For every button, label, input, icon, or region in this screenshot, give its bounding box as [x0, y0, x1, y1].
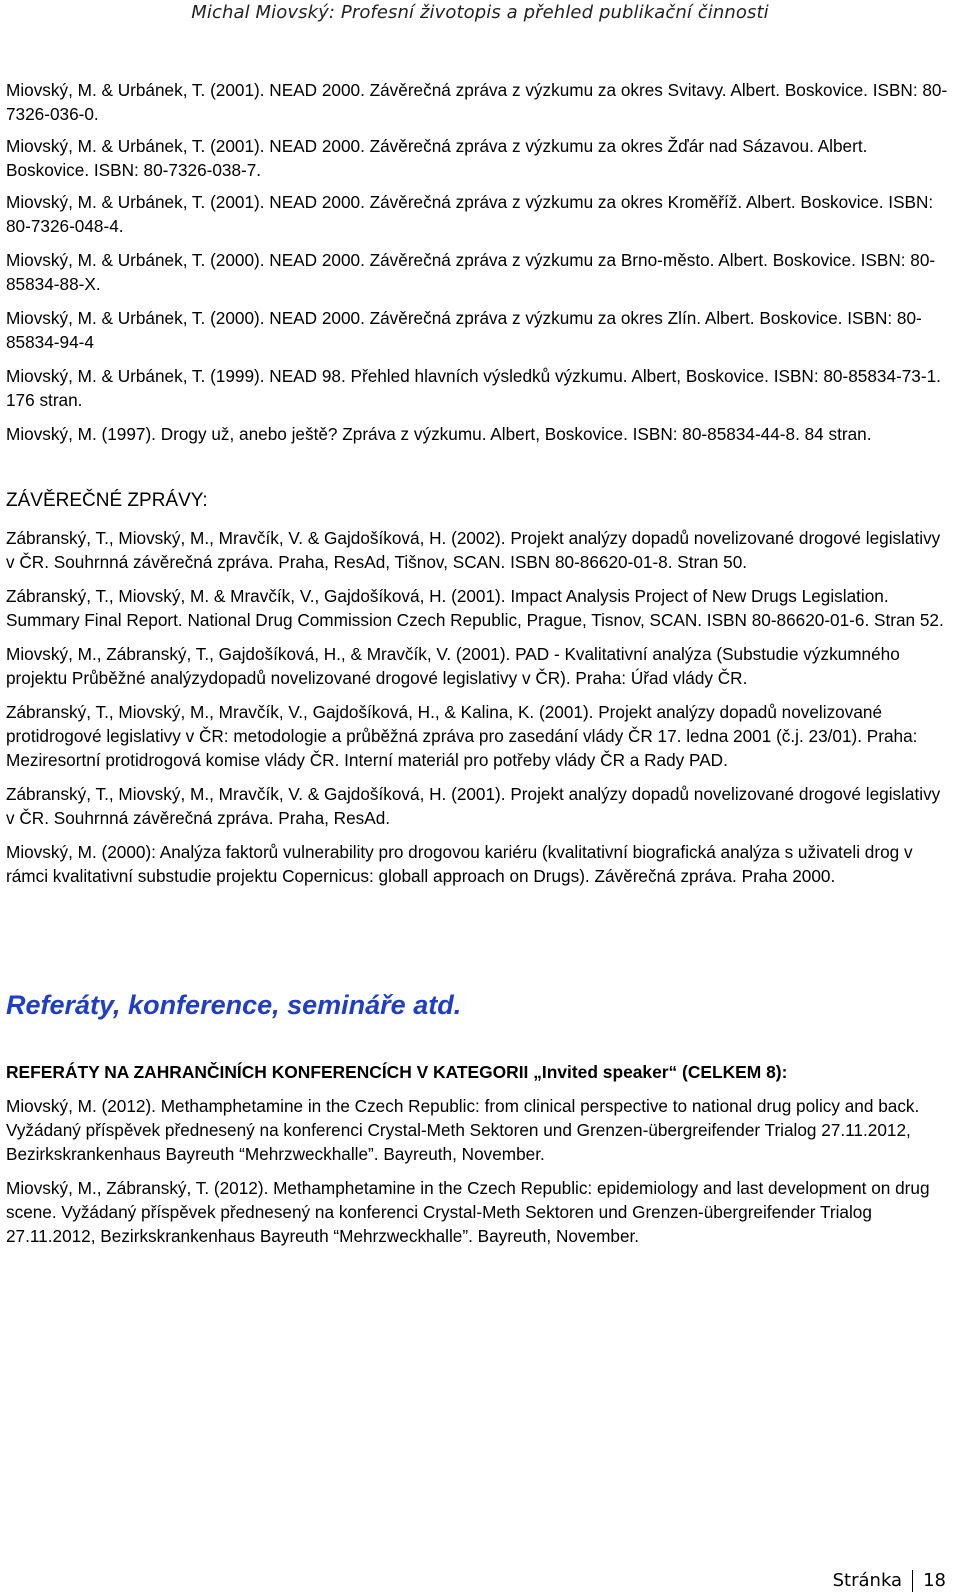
- header-title: Michal Miovský: Profesní životopis a přehled publikační činnosti: [191, 2, 769, 23]
- publication-list-top: [6, 78, 950, 446]
- list-item: Zábranský, T., Miovský, M. & Mravčík, V., Gajdošíková, H. (2001). Impact Analysis Project of New Drugs Legislation. Summary Final Report. National Drug Commission Czech Republic, Prague, Tisnov, SCAN. ISBN 80-86620-01-6. Stran 52.: [6, 586, 944, 630]
- lectures-list: [6, 1094, 950, 1248]
- section-title-final-reports: ZÁVĚREČNÉ ZPRÁVY:: [6, 490, 208, 511]
- list-item: Miovský, M. & Urbánek, T. (2001). NEAD 2000. Závěrečná zpráva z výzkumu za okres Kroměříž. Albert. Boskovice. ISBN: 80-7326-048-4.: [6, 192, 934, 236]
- page-number: 18: [923, 1570, 946, 1591]
- list-item: Miovský, M., Zábranský, T. (2012). Methamphetamine in the Czech Republic: epidemiology and last development on drug scene. Vyžádaný příspěvek přednesený na konferenci Crystal-Meth Sektoren und Grenzen-übergreifender Trialog 27.11.2012, Bezirkskrankenhaus Bayreuth “Mehrzweckhalle”. Bayreuth, November.: [6, 1178, 930, 1246]
- list-item: Miovský, M., Zábranský, T., Gajdošíková, H., & Mravčík, V. (2001). PAD - Kvalitativní analýza (Substudie výzkumného projektu Průběžné analýzydopadů novelizované drogové legislativy v ČR). Praha: Úřad vlády ČR.: [6, 644, 900, 688]
- footer-divider: [912, 1570, 913, 1592]
- list-item: Miovský, M. & Urbánek, T. (2001). NEAD 2000. Závěrečná zpráva z výzkumu za okres Svitavy. Albert. Boskovice. ISBN: 80-7326-036-0.: [6, 80, 948, 124]
- list-item: Miovský, M. & Urbánek, T. (2000). NEAD 2000. Závěrečná zpráva z výzkumu za okres Zlín. Albert. Boskovice. ISBN: 80-85834-94-4: [6, 308, 922, 352]
- list-item: Miovský, M. & Urbánek, T. (2001). NEAD 2000. Závěrečná zpráva z výzkumu za okres Žďár nad Sázavou. Albert. Boskovice. ISBN: 80-7326-038-7.: [6, 136, 868, 180]
- list-item: Zábranský, T., Miovský, M., Mravčík, V. & Gajdošíková, H. (2001). Projekt analýzy dopadů novelizované drogové legislativy v ČR. Souhrnná závěrečná zpráva. Praha, ResAd.: [6, 784, 941, 828]
- list-item: Zábranský, T., Miovský, M., Mravčík, V. & Gajdošíková, H. (2002). Projekt analýzy dopadů novelizované drogové legislativy v ČR. Souhrnná závěrečná zpráva. Praha, ResAd, Tišnov, SCAN. ISBN 80-86620-01-8. Stran 50.: [6, 528, 941, 572]
- list-item: Miovský, M. (1997). Drogy už, anebo ještě? Zpráva z výzkumu. Albert, Boskovice. ISBN: 80-85834-44-8. 84 stran.: [6, 424, 872, 444]
- page-footer: [833, 1568, 946, 1594]
- section-title-lectures: Referáty, konference, semináře atd.: [6, 990, 462, 1020]
- list-item: Miovský, M. (2012). Methamphetamine in the Czech Republic: from clinical perspective to national drug policy and back. Vyžádaný příspěvek přednesený na konferenci Crystal-Meth Sektoren und Grenzen-übergreifender Trialog 27.11.2012, Bezirkskrankenhaus Bayreuth “Mehrzweckhalle”. Bayreuth, November.: [6, 1096, 920, 1164]
- document-body: [6, 78, 950, 1258]
- list-item: Miovský, M. (2000): Analýza faktorů vulnerability pro drogovou kariéru (kvalitativní biografická analýza s uživateli drog v rámci kvalitativní substudie projektu Copernicus: globall approach on Drugs). Závěrečná zpráva. Praha 2000.: [6, 842, 913, 886]
- final-reports-list: [6, 526, 950, 888]
- subsection-title-invited-speaker: REFERÁTY NA ZAHRANČINÍCH KONFERENCÍCH V KATEGORII „Invited speaker“ (CELKEM 8):: [6, 1062, 788, 1082]
- list-item: Zábranský, T., Miovský, M., Mravčík, V., Gajdošíková, H., & Kalina, K. (2001). Projekt analýzy dopadů novelizované protidrogové legislativy v ČR: metodologie a průběžná zpráva pro zasedání vlády ČR 17. ledna 2001 (č.j. 23/01). Praha: Meziresortní protidrogová komise vlády ČR. Interní materiál pro potřeby vlády ČR a Rady PAD.: [6, 702, 918, 770]
- list-item: Miovský, M. & Urbánek, T. (2000). NEAD 2000. Závěrečná zpráva z výzkumu za Brno-město. Albert. Boskovice. ISBN: 80-85834-88-X.: [6, 250, 936, 294]
- page-label: Stránka: [832, 1570, 903, 1591]
- page-header: [0, 0, 960, 34]
- list-item: Miovský, M. & Urbánek, T. (1999). NEAD 98. Přehled hlavních výsledků výzkumu. Albert, Boskovice. ISBN: 80-85834-73-1. 176 stran.: [6, 366, 941, 410]
